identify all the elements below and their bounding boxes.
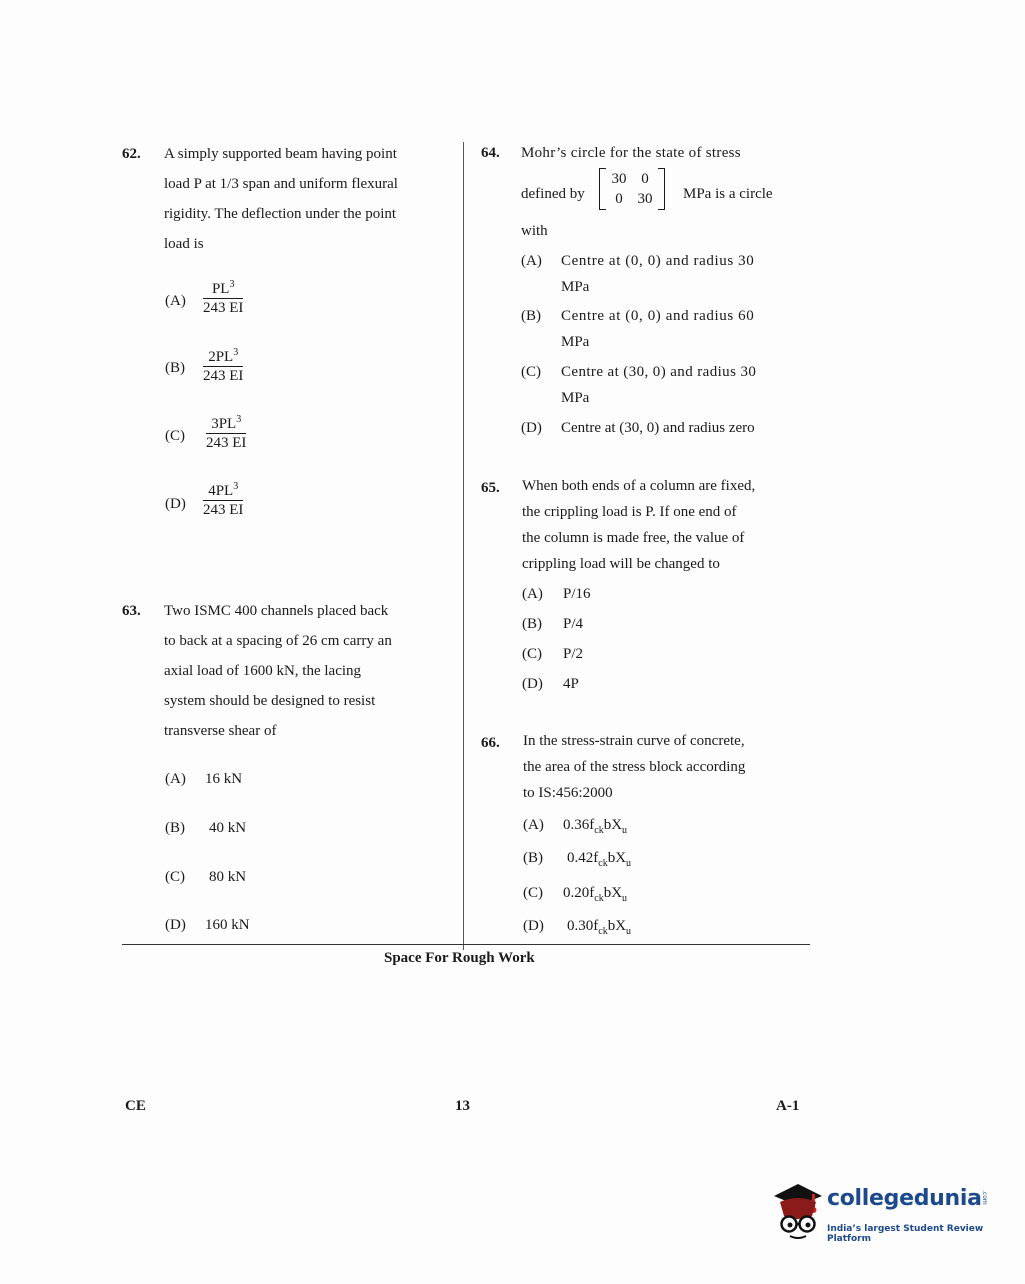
logo-tagline: India’s largest Student Review Platform <box>827 1224 984 1244</box>
q63-line: system should be designed to resist <box>164 693 376 709</box>
q64-c-text: Centre at (30, 0) and radius 30 <box>561 364 757 380</box>
q66-b-mid: bX <box>607 850 627 866</box>
q64-c-label: (C) <box>521 364 541 380</box>
q62-option-a-label: (A) <box>165 293 186 309</box>
q64-a-cont: MPa <box>561 279 590 295</box>
q62-line: load is <box>164 236 204 252</box>
q66-c-label: (C) <box>523 885 543 901</box>
mascot-icon <box>768 1180 824 1242</box>
q65-line: the column is made free, the value of <box>522 530 745 546</box>
q62-a-exponent: 3 <box>229 279 235 290</box>
q62-line: A simply supported beam having point <box>164 146 397 162</box>
q66-line: In the stress-strain curve of concrete, <box>523 733 745 749</box>
q66-b-sub1: ck <box>598 858 608 869</box>
q63-option-c <box>165 869 246 886</box>
q62-c-denominator: 243 EI <box>206 435 247 451</box>
q62-option-c-fraction <box>206 415 246 452</box>
q63-text <box>164 596 454 746</box>
footer-page-number: 13 <box>455 1098 470 1114</box>
q66-d-sub2: u <box>626 926 632 937</box>
q66-a-mid: bX <box>603 817 623 833</box>
q64-b-cont: MPa <box>561 334 590 350</box>
q64-a-text: Centre at (0, 0) and radius 30 <box>561 253 755 269</box>
q65-text <box>522 473 802 577</box>
q66-a-label: (A) <box>523 817 544 833</box>
q65-b-label: (B) <box>522 616 542 632</box>
q65-number: 65. <box>481 480 500 496</box>
q62-c-exponent: 3 <box>236 414 242 425</box>
q63-line: transverse shear of <box>164 723 277 739</box>
q66-text <box>523 728 803 806</box>
q64-option-d <box>521 420 755 437</box>
q62-b-exponent: 3 <box>233 347 239 358</box>
q63-d-label: (D) <box>165 917 186 933</box>
q62-line: rigidity. The deflection under the point <box>164 206 397 222</box>
q63-c-text: 80 kN <box>209 869 247 885</box>
q66-c-sub1: ck <box>594 893 604 904</box>
q66-b-coef: 0.42f <box>567 850 599 866</box>
matrix-cell: 30 <box>637 191 653 207</box>
q66-number: 66. <box>481 735 500 751</box>
q65-line: crippling load will be changed to <box>522 556 720 572</box>
collegedunia-logo <box>768 1180 998 1250</box>
q62-option-b-fraction <box>203 348 243 385</box>
q65-c-text: P/2 <box>563 646 584 662</box>
q66-d-mid: bX <box>607 918 627 934</box>
q64-option-b <box>521 308 754 325</box>
matrix-cell: 0 <box>641 171 649 187</box>
q64-with: with <box>521 223 548 239</box>
q63-line: to back at a spacing of 26 cm carry an <box>164 633 392 649</box>
q64-b-text: Centre at (0, 0) and radius 60 <box>561 308 755 324</box>
q65-c-label: (C) <box>522 646 542 662</box>
q66-d-sub1: ck <box>598 926 608 937</box>
q64-defined-by: defined by <box>521 186 585 202</box>
q62-a-numerator: PL <box>211 281 230 297</box>
q64-option-c <box>521 364 756 381</box>
q62-c-numerator: 3PL <box>211 416 237 432</box>
q66-line: to IS:456:2000 <box>523 785 613 801</box>
q66-c-mid: bX <box>603 885 623 901</box>
q65-option-c <box>522 646 583 663</box>
q64-mpa-circle: MPa is a circle <box>683 186 773 202</box>
rough-work-label: Space For Rough Work <box>384 950 535 966</box>
q63-c-label: (C) <box>165 869 185 885</box>
matrix-cell: 0 <box>615 191 623 207</box>
q64-stress-matrix <box>599 168 665 210</box>
rough-work-divider <box>122 944 810 945</box>
q66-d-coef: 0.30f <box>567 918 599 934</box>
footer-subject-code: CE <box>125 1098 146 1114</box>
q65-d-text: 4P <box>563 676 579 692</box>
q62-b-denominator: 243 EI <box>203 368 244 384</box>
matrix-cell: 30 <box>611 171 627 187</box>
q66-c-sub2: u <box>622 893 628 904</box>
q62-b-numerator: 2PL <box>208 349 234 365</box>
q62-a-denominator: 243 EI <box>203 300 244 316</box>
q65-line: the crippling load is P. If one end of <box>522 504 737 520</box>
q63-option-d <box>165 917 250 934</box>
column-divider <box>463 142 464 950</box>
q64-line1: Mohr’s circle for the state of stress <box>521 145 741 161</box>
q63-a-label: (A) <box>165 771 186 787</box>
q63-number: 63. <box>122 603 141 619</box>
q66-c-coef: 0.20f <box>563 885 595 901</box>
q64-b-label: (B) <box>521 308 541 324</box>
q62-option-a-fraction <box>203 280 243 317</box>
q64-a-label: (A) <box>521 253 542 269</box>
q62-text <box>164 139 454 259</box>
footer-booklet-code: A-1 <box>776 1098 800 1114</box>
q63-line: axial load of 1600 kN, the lacing <box>164 663 362 679</box>
q65-b-text: P/4 <box>563 616 584 632</box>
q65-d-label: (D) <box>522 676 543 692</box>
q65-line: When both ends of a column are fixed, <box>522 478 756 494</box>
q63-option-a <box>165 771 242 788</box>
q63-line: Two ISMC 400 channels placed back <box>164 603 389 619</box>
logo-wordmark: collegedunia <box>827 1186 982 1211</box>
q66-option-a <box>523 817 627 834</box>
q64-c-cont: MPa <box>561 390 590 406</box>
q66-option-d <box>523 918 631 935</box>
q62-line: load P at 1/3 span and uniform flexural <box>164 176 398 192</box>
q65-option-a <box>522 586 591 603</box>
q66-d-label: (D) <box>523 918 544 934</box>
q66-line: the area of the stress block according <box>523 759 746 775</box>
q66-option-b <box>523 850 631 867</box>
q65-option-b <box>522 616 583 633</box>
q66-a-sub1: ck <box>594 825 604 836</box>
q66-b-sub2: u <box>626 858 632 869</box>
q63-b-text: 40 kN <box>209 820 247 836</box>
q64-number: 64. <box>481 145 500 161</box>
q62-d-exponent: 3 <box>233 481 239 492</box>
q65-option-d <box>522 676 579 693</box>
q66-option-c <box>523 885 627 902</box>
q65-a-text: P/16 <box>563 586 591 602</box>
q62-option-d-fraction <box>203 482 243 519</box>
q62-option-d-label: (D) <box>165 496 186 512</box>
q64-option-a <box>521 253 754 270</box>
q66-b-label: (B) <box>523 850 543 866</box>
q63-a-text: 16 kN <box>205 771 243 787</box>
q62-d-numerator: 4PL <box>208 483 234 499</box>
q65-a-label: (A) <box>522 586 543 602</box>
q64-d-label: (D) <box>521 420 542 436</box>
q62-d-denominator: 243 EI <box>203 502 244 518</box>
q66-a-sub2: u <box>622 825 628 836</box>
q63-d-text: 160 kN <box>205 917 250 933</box>
q63-b-label: (B) <box>165 820 185 836</box>
logo-suffix: .com <box>981 1190 988 1205</box>
q64-d-text: Centre at (30, 0) and radius zero <box>561 420 755 436</box>
q63-option-b <box>165 820 246 837</box>
q66-a-coef: 0.36f <box>563 817 595 833</box>
q62-number: 62. <box>122 146 141 162</box>
q62-option-c-label: (C) <box>165 428 185 444</box>
q62-option-b-label: (B) <box>165 360 185 376</box>
